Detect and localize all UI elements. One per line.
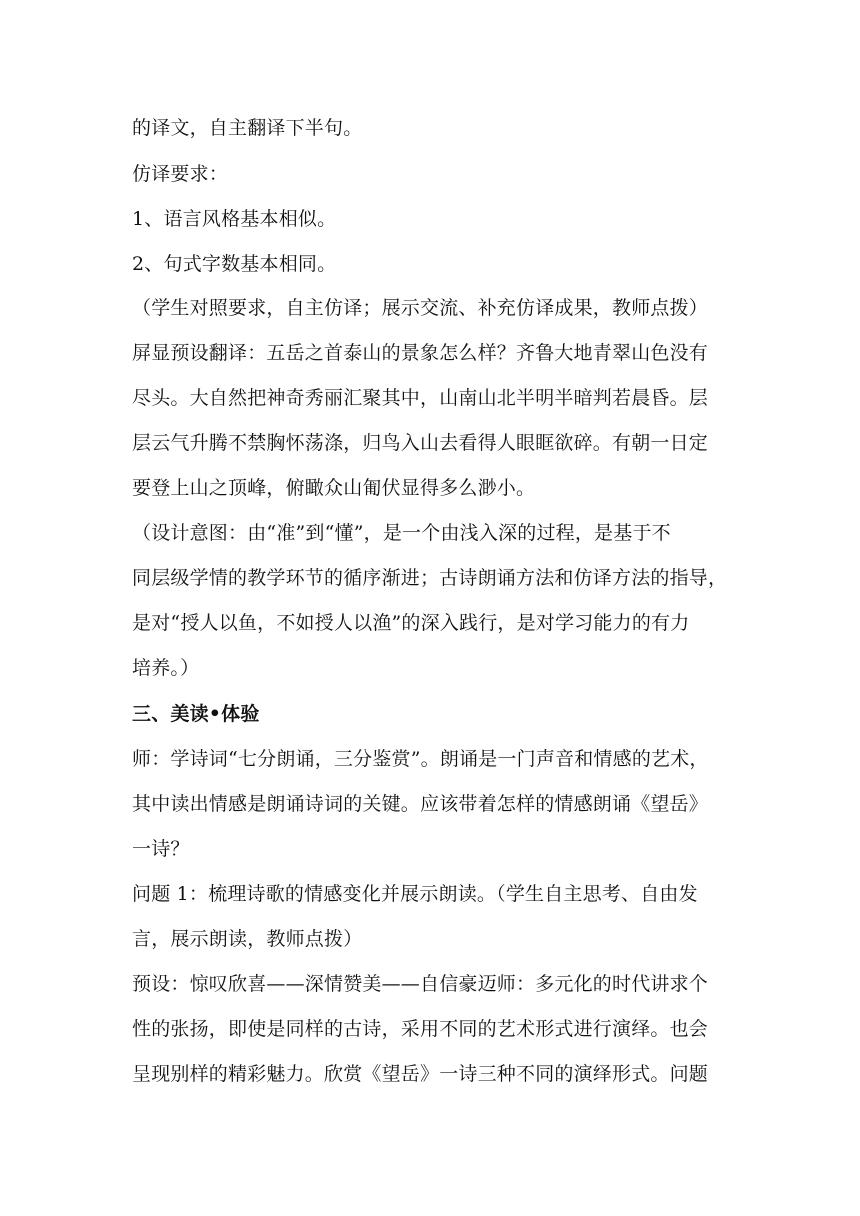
text-line: （设计意图：由“准”到“懂”，是一个由浅入深的过程，是基于不 xyxy=(132,522,671,544)
text-line: （学生对照要求，自主仿译；展示交流、补充仿译成果，教师点拨） xyxy=(132,297,709,319)
text-line: 呈现别样的精彩魅力。欣赏《望岳》一诗三种不同的演绎形式。问题 xyxy=(132,1063,709,1085)
text-line: 师：学诗词“七分朗诵，三分鉴赏”。朗诵是一门声音和情感的艺术， xyxy=(132,748,709,770)
text-line: 培养。） xyxy=(132,657,200,679)
text-line: 的译文，自主翻译下半句。 xyxy=(132,117,363,139)
text-line: 性的张扬，即使是同样的古诗，采用不同的艺术形式进行演绎。也会 xyxy=(132,1018,709,1040)
text-line: 预设：惊叹欣喜——深情赞美——自信豪迈师：多元化的时代讲求个 xyxy=(132,973,709,995)
text-line: 言，展示朗读，教师点拨） xyxy=(132,928,363,950)
text-line: 同层级学情的教学环节的循序渐进；古诗朗诵方法和仿译方法的指导， xyxy=(132,567,728,589)
section-heading: 三、美读•体验 xyxy=(132,703,260,725)
text-line: 要登上山之顶峰，俯瞰众山匍伏显得多么渺小。 xyxy=(132,477,536,499)
text-line: 问题 1：梳理诗歌的情感变化并展示朗读。（学生自主思考、自由发 xyxy=(132,883,698,905)
text-line: 屏显预设翻译：五岳之首泰山的景象怎么样？齐鲁大地青翠山色没有 xyxy=(132,342,709,364)
text-line: 其中读出情感是朗诵诗词的关键。应该带着怎样的情感朗诵《望岳》 xyxy=(132,793,709,815)
text-line: 仿译要求： xyxy=(132,163,229,185)
text-line: 2、句式字数基本相同。 xyxy=(132,253,337,275)
text-line: 层云气升腾不禁胸怀荡涤，归鸟入山去看得人眼眶欲碎。有朝一日定 xyxy=(132,432,709,454)
text-line: 尽头。大自然把神奇秀丽汇聚其中，山南山北半明半暗判若晨昏。层 xyxy=(132,387,709,409)
text-line: 一诗？ xyxy=(132,838,190,860)
text-line: 1、语言风格基本相似。 xyxy=(132,208,337,230)
text-line: 是对“授人以鱼，不如授人以渔”的深入践行，是对学习能力的有力 xyxy=(132,612,690,634)
